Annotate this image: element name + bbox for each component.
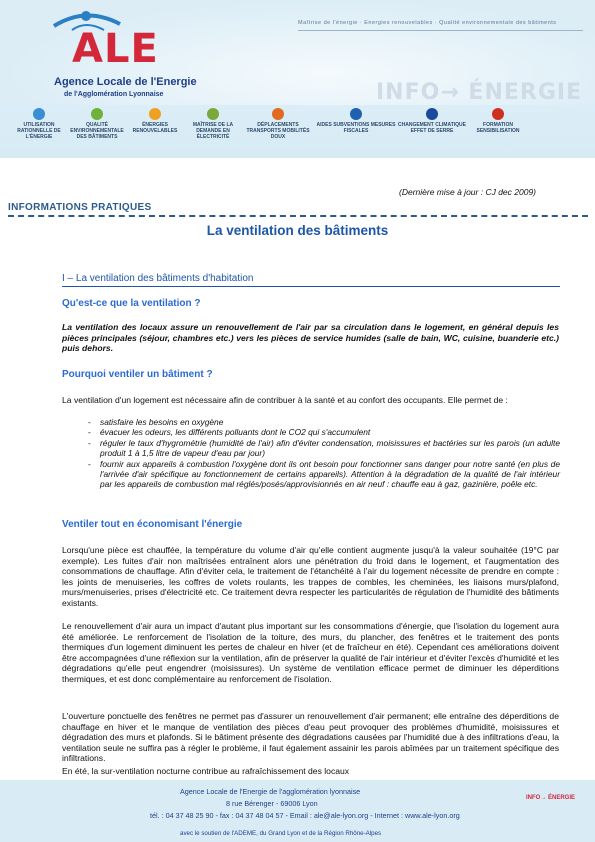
euro-icon <box>350 108 362 120</box>
footer-org-name: Agence Locale de l'Energie de l'agglomération lyonnaise <box>180 787 361 796</box>
logo-agence: Agence Locale de l'Energie <box>54 76 197 88</box>
paragraph-summer: En été, la sur-ventilation nocturne contribue au rafraîchissement des locaux <box>62 766 350 776</box>
drop-icon <box>33 108 45 120</box>
nav-label: ÉNERGIES RENOUVELABLES <box>132 122 178 134</box>
list-item: - réguler le taux d'hygrométrie (humidité de l'air) afin d'éviter condensation, moisissures et bactéries sur les parois (un adulte produit 1 à 1,5 litre de vapeur d'eau par jour) <box>100 438 560 459</box>
logo-agglomeration: de l'Agglomération Lyonnaise <box>64 91 164 98</box>
nav-item-enr[interactable] <box>126 108 184 153</box>
nav-item-formation[interactable] <box>466 108 530 153</box>
part-divider <box>62 286 560 287</box>
nav-item-transports[interactable] <box>242 108 314 153</box>
page-title: La ventilation des bâtiments <box>206 223 389 238</box>
header-tagline: Maîtrise de l'énergie · Energies renouvelables · Qualité environnementale des bâtiments <box>298 20 557 26</box>
heading-what-is: Qu'est-ce que la ventilation ? <box>62 298 201 309</box>
page-header <box>0 0 595 158</box>
nav-label: AIDES SUBVENTIONS MESURES FISCALES <box>316 122 396 134</box>
info-energie-title: INFO→ ÉNERGIE <box>376 80 583 105</box>
footer-info-energie-logo: INFO→ ÉNERGIE <box>526 795 576 801</box>
nav-item-aides[interactable] <box>314 108 398 153</box>
car-icon <box>272 108 284 120</box>
paragraph-insulation: Le renouvellement d'air aura un impact d'autant plus important sur les consommations d'énergie, que l'isolation du logement aura été améliorée. Le renforcement de l'isolation de la toiture, des murs, du plancher, des fenêtres et le traitement des ponts thermiques d'un logement diminuent les pertes de chaleur en hiver (et de fraîcheur en été). Cependant ces améliorations doivent être accompagnées d'une réflexion sur la ventilation, afin de préserver la qualité de l'air intérieur et d'éviter l'excès d'humidité et les dégradations qu'elle peut engendrer (moisissures). Un système de ventilation efficace permet de diminuer les déperditions thermiques, et est donc complémentaire au renforcement de l'isolation. <box>62 621 559 684</box>
footer-address: 8 rue Bérenger - 69006 Lyon <box>226 799 318 808</box>
nav-label: QUALITÉ ENVIRONNEMENTALE DES BÂTIMENTS <box>70 122 124 140</box>
paragraph-windows: L'ouverture ponctuelle des fenêtres ne permet pas d'assurer un renouvellement d'air permanent; elle entraîne des déperditions de chauffage en hiver et le manque de ventilation des pièces d'eau peut provoquer des problèmes d'humidité, moisissures et dégradation des murs et plafonds. Si le bâtiment présente des dégradations causées par l'humidité due à des infiltrations d'eau, la ventilation seule ne suffira pas à régler le problème, il faut également assainir les parois abîmées par un traitement spécifique des infiltrations. <box>62 711 559 764</box>
nav-label: MAÎTRISE DE LA DEMANDE EN ÉLECTRICITÉ <box>192 122 234 140</box>
nav-label: CHANGEMENT CLIMATIQUE EFFET DE SERRE <box>398 122 466 134</box>
ale-logo <box>24 4 197 100</box>
house-icon <box>91 108 103 120</box>
theme-nav <box>10 108 590 153</box>
nav-item-ure[interactable] <box>10 108 68 153</box>
heading-save-energy: Ventiler tout en économisant l'énergie <box>62 519 243 530</box>
why-bullet-list <box>100 417 560 490</box>
tagline-divider <box>298 30 583 31</box>
section-label: INFORMATIONS PRATIQUES <box>8 202 152 213</box>
part-title: I – La ventilation des bâtiments d'habitation <box>62 273 254 284</box>
last-update: (Dernière mise à jour : CJ dec 2009) <box>399 187 537 197</box>
people-icon <box>492 108 504 120</box>
nav-item-climat[interactable] <box>398 108 466 153</box>
section-divider <box>8 215 588 217</box>
footer-contact[interactable]: tél. : 04 37 48 25 90 - fax : 04 37 48 04 57 - Email : ale@ale-lyon.org - Internet : www.ale-lyon.org <box>150 811 460 820</box>
list-item: - évacuer les odeurs, les différents polluants dont le CO2 qui s'accumulent <box>100 427 560 437</box>
list-item: - fournir aux appareils à combustion l'oxygène dont ils ont besoin pour fonctionner sans danger pour notre santé (en plus de l'arrivée d'air spécifique au fonctionnement de certains appareils). Attention à la dégradation de la qualité de l'air intérieur par les appareils de combustion mal réglés/posés/approvisionnés en air neuf : chauffe eau à gaz, gazinière, poêle etc. <box>100 459 560 490</box>
logo-text: ALE <box>72 26 159 72</box>
nav-label: DÉPLACEMENTS TRANSPORTS MOBILITÉS DOUX <box>246 122 310 140</box>
nav-item-mde[interactable] <box>184 108 242 153</box>
definition-paragraph: La ventilation des locaux assure un renouvellement de l'air par sa circulation dans le logement, en général depuis les pièces principales (séjour, chambres etc.) vers les pièces de service humides (salle de bain, WC, cuisine, buanderie etc.) puis dehors. <box>62 322 559 354</box>
nav-item-qeb[interactable] <box>68 108 126 153</box>
why-intro: La ventilation d'un logement est nécessaire afin de contribuer à la santé et au confort des occupants. Elle permet de : <box>62 395 508 405</box>
globe-icon <box>426 108 438 120</box>
nav-label: FORMATION SENSIBILISATION <box>476 122 520 134</box>
sun-icon <box>149 108 161 120</box>
heading-why: Pourquoi ventiler un bâtiment ? <box>62 369 213 380</box>
plug-icon <box>207 108 219 120</box>
nav-label: UTILISATION RATIONNELLE DE L'ÉNERGIE <box>17 122 61 140</box>
list-item: - satisfaire les besoins en oxygène <box>100 417 560 427</box>
paragraph-air-leaks: Lorsqu'une pièce est chauffée, la température du volume d'air qu'elle contient augmente jusqu'à la valeur souhaitée (19°C par exemple). Les fuites d'air non maîtrisées entraînent alors une pénétration du froid dans le logement, et l'augmentation des consommations de chauffage. Afin d'éviter cela, le traitement de l'étanchéité à l'air du logement nécessite de prendre en compte : les joints de menuiseries, les coffres de volets roulants, les trappes de combles, les cheminées, les liaisons murs/plafond, murs/menuiseries, prises d'électricité etc. Ce traitement devra respecter les particularités de régulation de l'humidité des bâtiments existants. <box>62 545 559 608</box>
footer-support: avec le soutien de l'ADEME, du Grand Lyon et de la Région Rhône-Alpes <box>180 830 382 837</box>
